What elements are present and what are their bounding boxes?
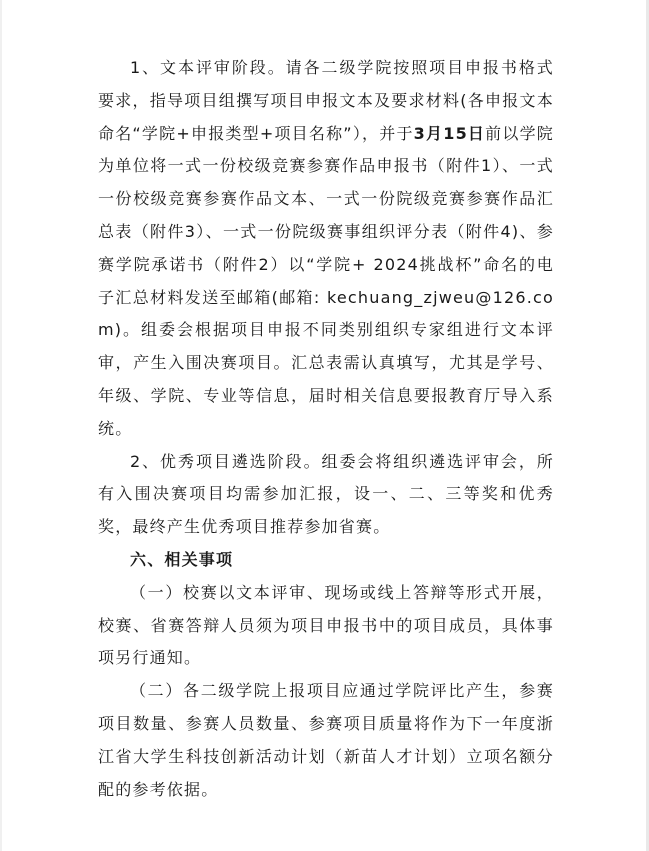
text-review-part2: 前以学院为单位将一式一份校级竞赛参赛作品申报书（附件1）、一式一份校级竞赛参赛作品文本、一式一份院级竞赛参赛作品汇总表（附件3）、一式一份院级赛事组织评分表（附件4)、参赛学院承诺书（附件2）以“学院+ 2024挑战杯”命名的电子汇总材料发送至邮箱(邮箱: kechuang_zjweu@126.com)。组委会根据项目申报不同类别组织专家组进行文本评审，产生入围决赛项目。汇总表需认真填写，尤其是学号、年级、学院、专业等信息，届时相关信息要报教育厅导入系统。 — [98, 123, 554, 438]
deadline-date: 3月15日 — [413, 123, 486, 143]
paragraph-item-one: （一）校赛以文本评审、现场或线上答辩等形式开展，校赛、省赛答辩人员须为项目申报书中的项目成员，具体事项另行通知。 — [98, 582, 554, 668]
paragraph-item-two: （二）各二级学院上报项目应通过学院评比产生，参赛项目数量、参赛人员数量、参赛项目质量将作为下一年度浙江省大学生科技创新活动计划（新苗人才计划）立项名额分配的参考依据。 — [98, 681, 554, 799]
paragraph-selection-stage: 2、优秀项目遴选阶段。组委会将组织遴选评审会，所有入围决赛项目均需参加汇报，设一、二、三等奖和优秀奖，最终产生优秀项目推荐参加省赛。 — [98, 451, 554, 537]
text-review-part1: 1、文本评审阶段。请各二级学院按照项目申报书格式要求，指导项目组撰写项目申报文本及要求材料(各申报文本命名“学院+申报类型+项目名称”），并于 — [98, 58, 554, 143]
section-heading-related-matters: 六、相关事项 — [130, 549, 234, 569]
document-body — [98, 52, 554, 806]
page-left-edge — [0, 0, 2, 851]
paragraph-text-review-stage — [98, 52, 554, 446]
